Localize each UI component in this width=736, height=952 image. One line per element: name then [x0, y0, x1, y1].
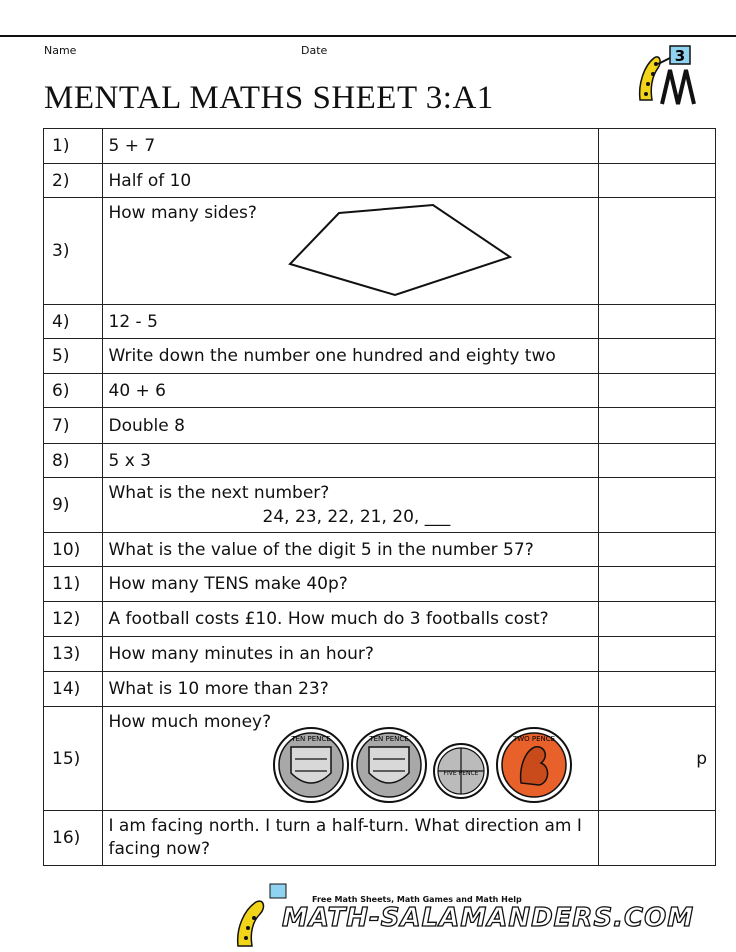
five-pence-coin	[434, 744, 488, 798]
question-row	[44, 444, 716, 478]
question-row	[44, 129, 716, 164]
question-text: I am facing north. I turn a half-turn. What direction am I facing now?	[102, 811, 599, 866]
header-rule	[0, 35, 736, 37]
question-cell	[102, 478, 599, 533]
question-text: 5 x 3	[102, 444, 599, 478]
answer-box[interactable]	[599, 374, 716, 408]
question-text: A football costs £10. How much do 3 footballs cost?	[102, 602, 599, 637]
question-number: 14)	[44, 672, 103, 707]
question-row	[44, 602, 716, 637]
hexagon-shape	[283, 202, 523, 302]
question-number: 8)	[44, 444, 103, 478]
page-title: MENTAL MATHS SHEET 3:A1	[44, 80, 494, 116]
question-text: 5 + 7	[102, 129, 599, 164]
question-number: 4)	[44, 305, 103, 339]
question-text: Double 8	[102, 408, 599, 444]
question-number: 3)	[44, 198, 103, 305]
question-row	[44, 672, 716, 707]
question-number: 7)	[44, 408, 103, 444]
question-number: 12)	[44, 602, 103, 637]
coin-label: FIVE PENCE	[443, 769, 478, 777]
salamander-logo	[634, 44, 697, 107]
number-sequence: 24, 23, 22, 21, 20, ___	[262, 507, 451, 527]
answer-box[interactable]	[599, 444, 716, 478]
coin-label: TEN PENCE	[368, 734, 409, 743]
question-cell	[102, 198, 599, 305]
question-number: 9)	[44, 478, 103, 533]
question-text: Write down the number one hundred and eighty two	[102, 339, 599, 374]
answer-box[interactable]	[599, 408, 716, 444]
question-number: 1)	[44, 129, 103, 164]
question-row	[44, 164, 716, 198]
answer-box[interactable]	[599, 811, 716, 866]
question-text: What is the next number?	[108, 483, 330, 503]
question-text: How many TENS make 40p?	[102, 567, 599, 602]
footer-tagline: Free Math Sheets, Math Games and Math Help	[312, 895, 522, 904]
answer-box[interactable]	[599, 602, 716, 637]
question-number: 11)	[44, 567, 103, 602]
question-text: Half of 10	[102, 164, 599, 198]
question-text: How many sides?	[108, 203, 257, 223]
date-label: Date	[301, 44, 328, 57]
question-row	[44, 305, 716, 339]
question-number: 2)	[44, 164, 103, 198]
answer-box[interactable]	[599, 305, 716, 339]
coins-illustration	[273, 723, 573, 807]
answer-box[interactable]	[599, 533, 716, 567]
footer-brand-link[interactable]: MATH-SALAMANDERS.COM	[282, 903, 695, 933]
question-row	[44, 339, 716, 374]
question-number: 10)	[44, 533, 103, 567]
question-row	[44, 478, 716, 533]
questions-table	[43, 128, 716, 866]
question-text: How many minutes in an hour?	[102, 637, 599, 672]
question-text: 12 - 5	[102, 305, 599, 339]
question-cell	[102, 707, 599, 811]
answer-box[interactable]	[599, 707, 716, 811]
answer-unit: p	[696, 748, 707, 769]
question-number: 16)	[44, 811, 103, 866]
two-pence-coin	[497, 728, 571, 802]
answer-box[interactable]	[599, 672, 716, 707]
question-number: 5)	[44, 339, 103, 374]
ten-pence-coin-2	[352, 728, 426, 802]
answer-box[interactable]	[599, 198, 716, 305]
question-row	[44, 374, 716, 408]
answer-box[interactable]	[599, 478, 716, 533]
question-number: 6)	[44, 374, 103, 408]
name-label: Name	[44, 44, 77, 57]
answer-box[interactable]	[599, 637, 716, 672]
question-row	[44, 533, 716, 567]
question-row	[44, 637, 716, 672]
logo-number: 3	[674, 47, 686, 65]
answer-box[interactable]	[599, 339, 716, 374]
coin-label: TEN PENCE	[290, 734, 331, 743]
question-row	[44, 567, 716, 602]
question-row	[44, 811, 716, 866]
question-row	[44, 707, 716, 811]
answer-box[interactable]	[599, 164, 716, 198]
coin-label: TWO PENCE	[512, 734, 555, 743]
question-row	[44, 198, 716, 305]
question-row	[44, 408, 716, 444]
answer-box[interactable]	[599, 567, 716, 602]
question-text: What is the value of the digit 5 in the number 57?	[102, 533, 599, 567]
answer-box[interactable]	[599, 129, 716, 164]
question-text: What is 10 more than 23?	[102, 672, 599, 707]
question-number: 13)	[44, 637, 103, 672]
question-text: 40 + 6	[102, 374, 599, 408]
question-number: 15)	[44, 707, 103, 811]
question-text: How much money?	[108, 711, 272, 732]
ten-pence-coin-1	[274, 728, 348, 802]
